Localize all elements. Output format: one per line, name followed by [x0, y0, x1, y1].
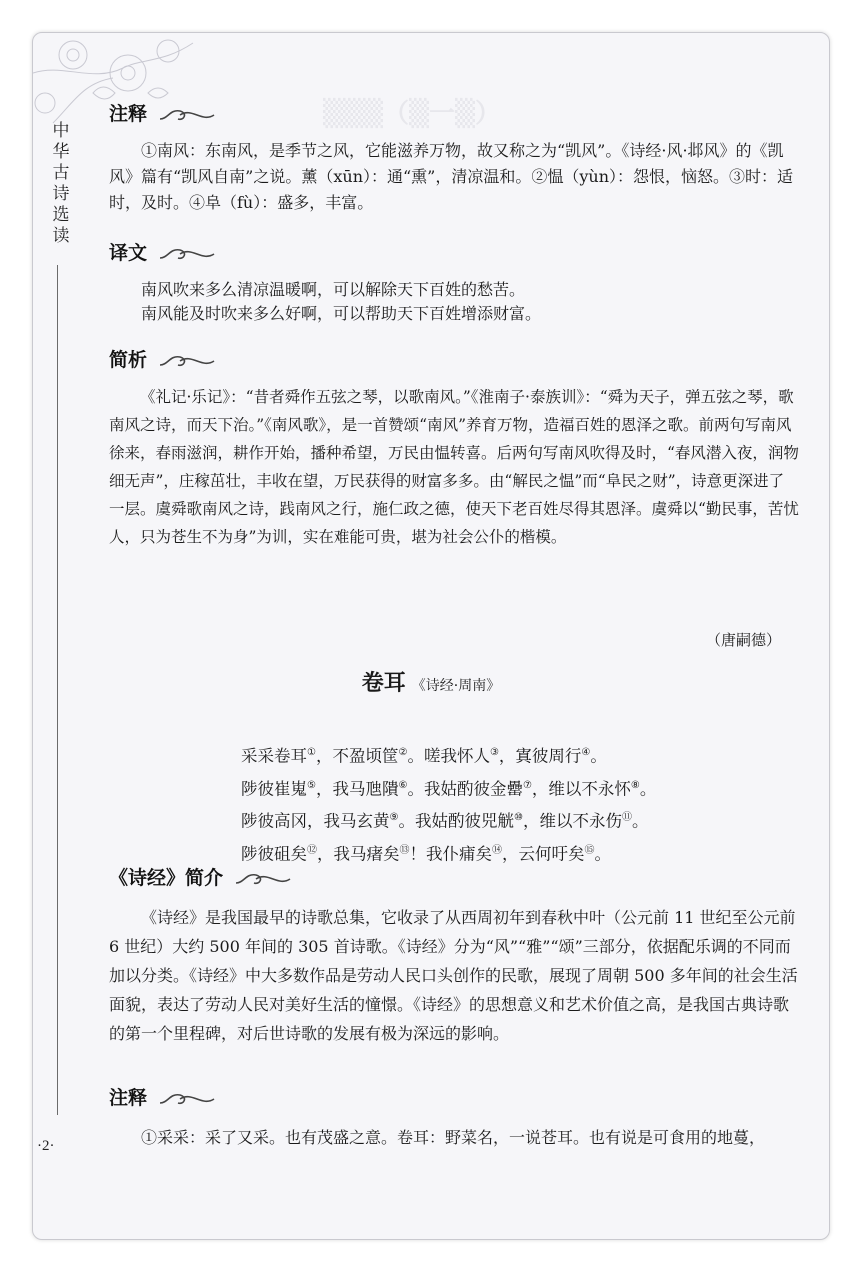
translation-heading: 译文	[109, 238, 216, 265]
poem-line: 陟彼高冈，我马玄黄⑨。我姑酌彼兕觥⑩，维以不永伤⑪。	[241, 811, 649, 831]
translation-text	[109, 278, 799, 326]
poem-title-main: 卷耳	[361, 671, 406, 696]
analysis-heading: 简析	[109, 345, 216, 372]
cloud-ornament-icon	[158, 105, 216, 125]
notes-text-2: ①采采：采了又采。也有茂盛之意。卷耳：野菜名，一说苍耳。也有说是可食用的地蔓，	[141, 1128, 766, 1147]
poem-line: 陟彼崔嵬⑤，我马虺隤⑥。我姑酌彼金罍⑦，维以不永怀⑧。	[241, 779, 657, 798]
cloud-ornament-icon	[158, 351, 216, 371]
notes-heading: 注释	[109, 99, 216, 126]
author-credit: （唐嗣德）	[705, 631, 781, 649]
translation-line: 南风吹来多么清凉温暖啊，可以解除天下百姓的愁苦。	[141, 280, 526, 299]
translation-line: 南风能及时吹来多么好啊，可以帮助天下百姓增添财富。	[141, 304, 542, 323]
intro-text: 《诗经》是我国最早的诗歌总集，它收录了从西周初年到春秋中叶（公元前 11 世纪至公元前 6 世纪）大约 500 年间的 305 首诗歌。《诗经》分为“风”“雅”“颂”三部分，依据配乐调的不同而加以分类。《诗经》中大多数作品是劳动人民口头创作的民歌，展现了周朝 500 多年间的社会生活面貌，表达了劳动人民对美好生活的憧憬。《诗经》的思想意义和艺术价值之高，是我国古典诗歌的第一个里程碑，对后世诗歌的发展有极为深远的影响。	[109, 908, 798, 1043]
poem-title	[33, 666, 829, 697]
page-number: ·2·	[37, 1138, 55, 1154]
analysis-text: 《礼记·乐记》：“昔者舜作五弦之琴，以歌南风。”《淮南子·泰族训》：“舜为天子，弹五弦之琴，歌南风之诗，而天下治。”《南风歌》，是一首赞颂“南风”养育万物，造福百姓的恩泽之歌。前两句写南风徐来，春雨滋润，耕作开始，播种希望，万民由愠转喜。后两句写南风吹得及时，“春风潜入夜，润物细无声”，庄稼茁壮，丰收在望，万民获得的财富多多。由“解民之愠”而“阜民之财”，诗意更深进了一层。虞舜歌南风之诗，践南风之行，施仁政之德，使天下老百姓尽得其恩泽。虞舜以“勤民事，苦忧人，只为苍生不为身”为训，实在难能可贵，堪为社会公仆的楷模。	[109, 388, 799, 546]
poem-source: 《诗经·周南》	[411, 678, 501, 694]
book-page	[32, 32, 830, 1240]
show-through-text: ▒▒▒（▒一▒）	[323, 99, 501, 129]
cloud-ornament-icon	[158, 1089, 216, 1109]
cloud-ornament-icon	[158, 244, 216, 264]
book-title-vertical: 中华古诗选读	[52, 121, 70, 246]
poem-body	[241, 738, 656, 868]
cloud-ornament-icon	[234, 869, 292, 889]
notes-text: ①南风：东南风，是季节之风，它能滋养万物，故又称之为“凯风”。《诗经·风·邶风》的《凯风》篇有“凯风自南”之说。薰（xūn）：通“熏”，清凉温和。②愠（yùn）：怨恨，恼怒。③时：适时，及时。④阜（fù）：盛多，丰富。	[109, 141, 794, 212]
poem-line: 采采卷耳①，不盈顷筐②。嗟我怀人③，寘彼周行④。	[241, 746, 607, 766]
poem-line: 陟彼砠矣⑫，我马瘏矣⑬！我仆痡矣⑭，云何吁矣⑮。	[241, 844, 611, 863]
intro-heading: 《诗经》简介	[109, 863, 292, 890]
notes-heading-2: 注释	[109, 1083, 216, 1110]
